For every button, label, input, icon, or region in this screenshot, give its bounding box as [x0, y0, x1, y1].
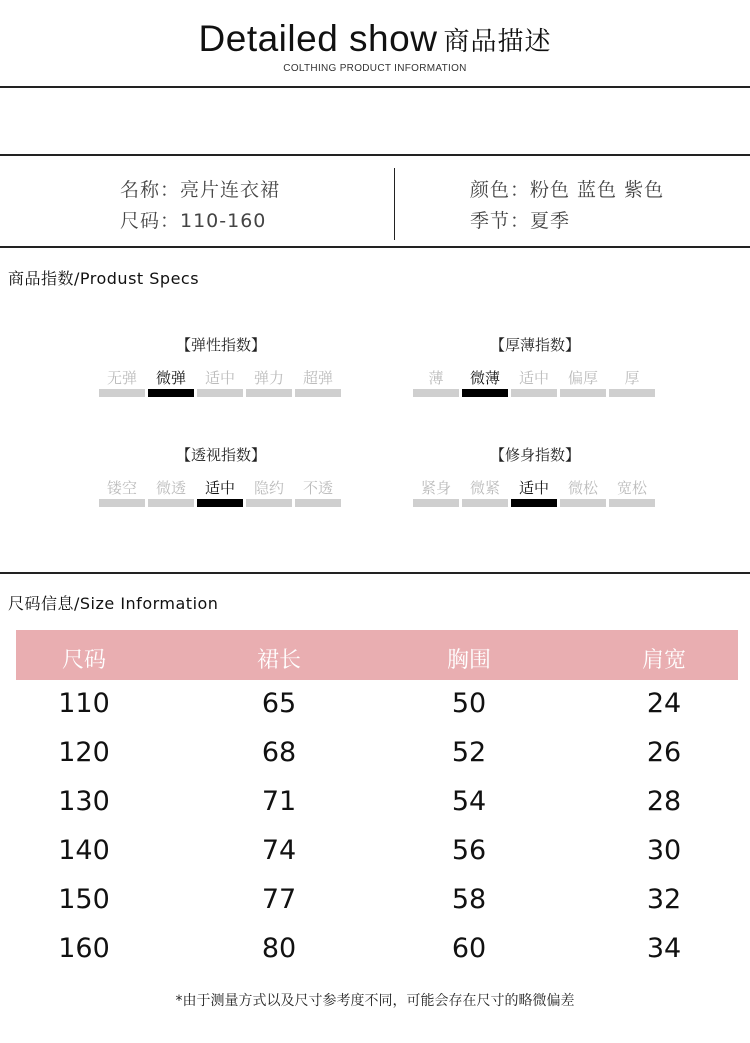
spec-option: 微松	[567, 479, 598, 497]
page-title	[0, 18, 750, 60]
spec-bar	[560, 499, 606, 507]
divider	[0, 246, 750, 248]
spec-option-selected: 适中	[518, 479, 549, 497]
spec-option: 适中	[518, 369, 549, 387]
spec-group-title: 【修身指数】	[489, 446, 580, 464]
table-cell-chest: 50	[451, 688, 487, 719]
table-cell-length: 77	[261, 884, 297, 915]
spec-option-selected: 适中	[204, 479, 235, 497]
spec-bar	[246, 499, 292, 507]
spec-bar	[609, 389, 655, 397]
table-cell-length: 80	[261, 933, 297, 964]
specs-section-title: 商品指数/Produst Specs	[8, 269, 200, 288]
spec-option: 隐约	[253, 479, 284, 497]
spec-option: 微透	[155, 479, 186, 497]
table-cell-shoulder: 24	[646, 688, 682, 719]
spec-option: 薄	[428, 369, 444, 387]
spec-bar-selected	[511, 499, 557, 507]
table-cell-shoulder: 30	[646, 835, 682, 866]
table-cell-length: 74	[261, 835, 297, 866]
spec-bar-selected	[462, 389, 508, 397]
spec-bar	[99, 499, 145, 507]
spec-option: 弹力	[253, 369, 284, 387]
product-season: 季节：夏季	[470, 210, 571, 232]
table-header-chest: 胸围	[446, 648, 491, 673]
table-cell-size: 160	[58, 933, 110, 964]
spec-option: 微紧	[469, 479, 500, 497]
spec-group-title: 【弹性指数】	[175, 336, 266, 354]
spec-bar	[148, 499, 194, 507]
table-cell-size: 130	[58, 786, 110, 817]
divider	[0, 86, 750, 88]
divider	[0, 572, 750, 574]
table-cell-length: 68	[261, 737, 297, 768]
page-subtitle: COLTHING PRODUCT INFORMATION	[283, 63, 467, 74]
spec-option-selected: 微薄	[469, 369, 500, 387]
table-cell-chest: 52	[451, 737, 487, 768]
title-chinese: 商品描述	[443, 26, 552, 57]
product-size-range: 尺码：110-160	[120, 210, 267, 232]
product-colors: 颜色：粉色 蓝色 紫色	[470, 179, 665, 201]
spec-option: 超弹	[302, 369, 333, 387]
table-header-length: 裙长	[256, 648, 301, 673]
info-divider	[394, 168, 395, 240]
title-english: Detailed show	[198, 18, 438, 59]
spec-option: 偏厚	[567, 369, 598, 387]
spec-option: 无弹	[106, 369, 137, 387]
table-cell-length: 65	[261, 688, 297, 719]
spec-group-title: 【透视指数】	[175, 446, 266, 464]
spec-bar	[99, 389, 145, 397]
spec-option: 不透	[302, 479, 333, 497]
spec-option: 适中	[204, 369, 235, 387]
spec-group-title: 【厚薄指数】	[489, 336, 580, 354]
table-header-shoulder: 肩宽	[641, 648, 686, 673]
spec-bar	[295, 389, 341, 397]
spec-bar	[511, 389, 557, 397]
spec-option: 宽松	[616, 479, 647, 497]
spec-option-selected: 微弹	[155, 369, 186, 387]
spec-bar	[462, 499, 508, 507]
table-cell-chest: 60	[451, 933, 487, 964]
spec-bar-selected	[148, 389, 194, 397]
spec-bar	[246, 389, 292, 397]
table-cell-shoulder: 26	[646, 737, 682, 768]
table-cell-chest: 54	[451, 786, 487, 817]
spec-bar	[560, 389, 606, 397]
table-cell-size: 110	[58, 688, 110, 719]
spec-option: 厚	[624, 369, 640, 387]
spec-bar	[197, 389, 243, 397]
spec-option: 镂空	[106, 479, 137, 497]
measurement-note: *由于测量方式以及尺寸参考度不同，可能会存在尺寸的略微偏差	[175, 993, 575, 1009]
spec-bar	[295, 499, 341, 507]
table-cell-length: 71	[261, 786, 297, 817]
size-section-title: 尺码信息/Size Information	[8, 594, 219, 613]
spec-bar	[413, 499, 459, 507]
table-cell-shoulder: 28	[646, 786, 682, 817]
table-cell-shoulder: 32	[646, 884, 682, 915]
table-cell-chest: 56	[451, 835, 487, 866]
table-cell-size: 120	[58, 737, 110, 768]
table-cell-size: 140	[58, 835, 110, 866]
spec-bar	[609, 499, 655, 507]
spec-bar-selected	[197, 499, 243, 507]
table-cell-size: 150	[58, 884, 110, 915]
table-cell-chest: 58	[451, 884, 487, 915]
table-cell-shoulder: 34	[646, 933, 682, 964]
product-name: 名称：亮片连衣裙	[120, 179, 281, 201]
spec-option: 紧身	[420, 479, 451, 497]
spec-bar	[413, 389, 459, 397]
divider	[0, 154, 750, 156]
table-header-size: 尺码	[61, 648, 106, 673]
